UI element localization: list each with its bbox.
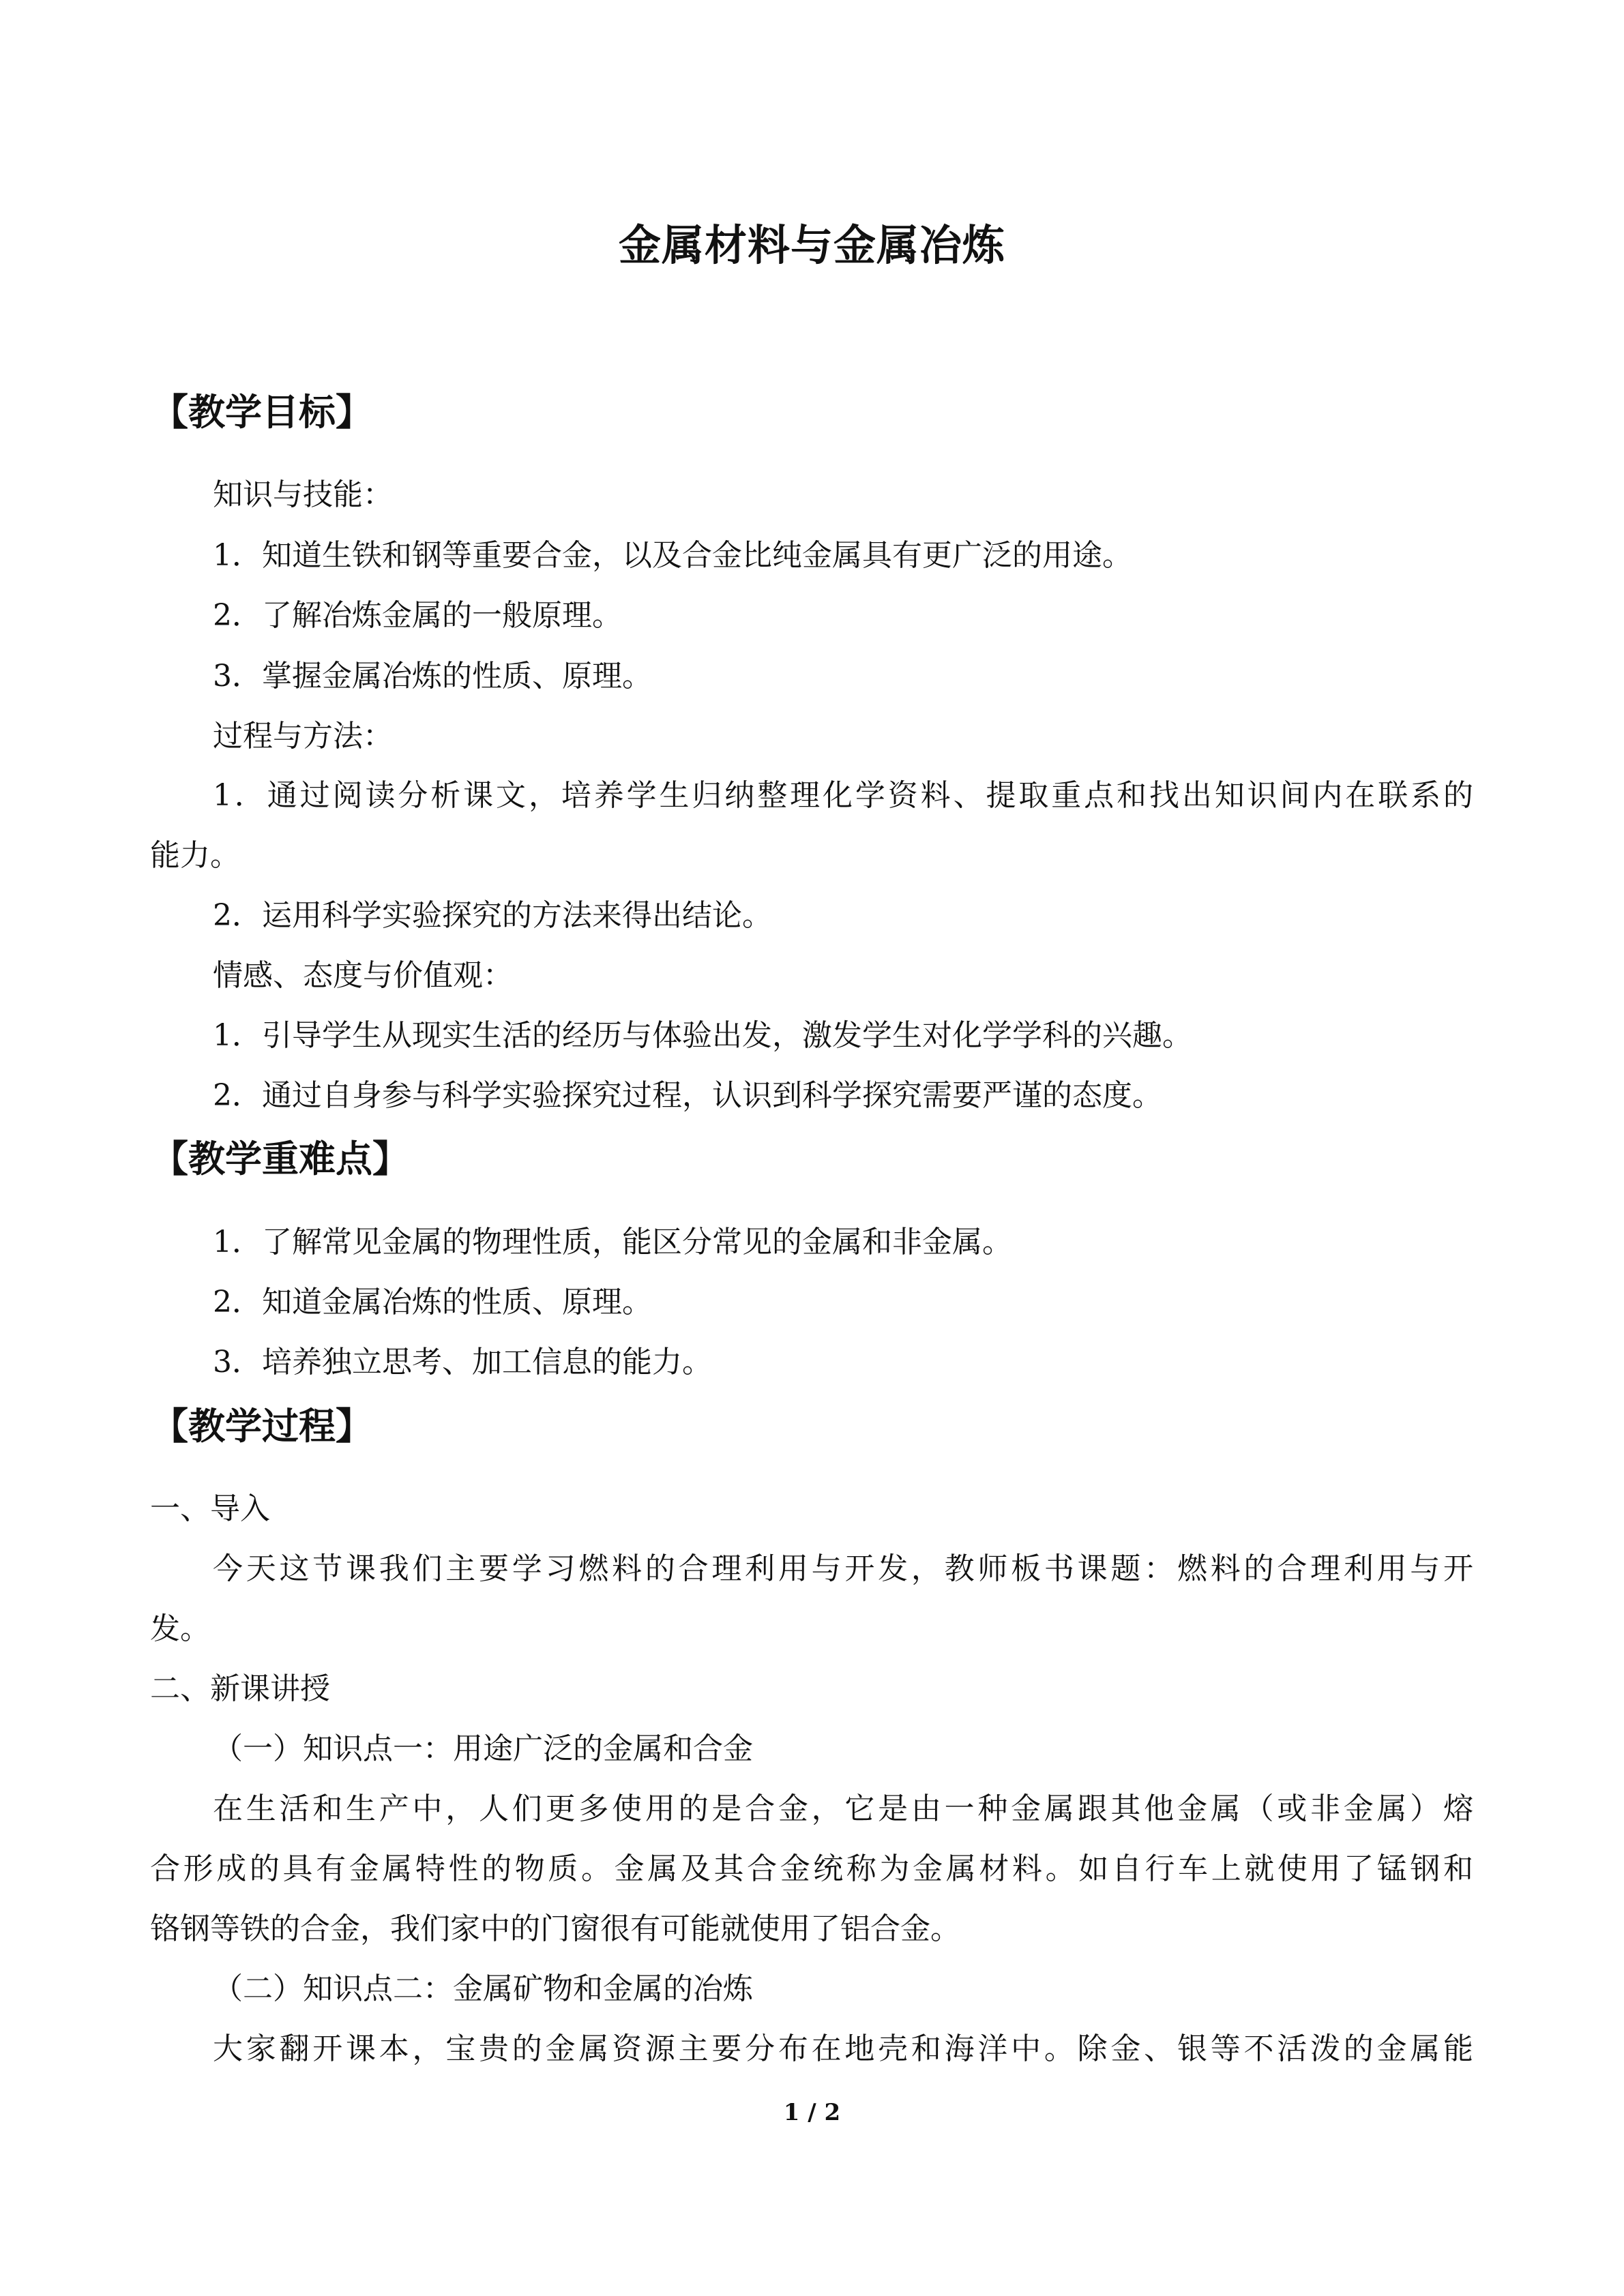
objective-subheading-process: 过程与方法：: [213, 719, 393, 754]
process-paragraph-line: 发。: [150, 1611, 210, 1646]
objective-line: 1．通过阅读分析课文，培养学生归纳整理化学资料、提取重点和找出知识间内在联系的: [213, 778, 1473, 813]
objective-line: 1．引导学生从现实生活的经历与体验出发，激发学生对化学学科的兴趣。: [213, 1018, 1192, 1053]
section-heading-key-points: 【教学重难点】: [151, 1137, 409, 1180]
document-title: 金属材料与金属冶炼: [618, 220, 1005, 270]
process-subheading-intro: 一、导入: [150, 1491, 270, 1526]
process-paragraph-line: 在生活和生产中，人们更多使用的是合金，它是由一种金属跟其他金属（或非金属）熔: [213, 1791, 1473, 1826]
key-point-line: 3．培养独立思考、加工信息的能力。: [213, 1345, 712, 1380]
objective-line: 3．掌握金属冶炼的性质、原理。: [213, 659, 652, 694]
objective-line: 2．了解冶炼金属的一般原理。: [213, 598, 622, 633]
key-point-line: 1．了解常见金属的物理性质，能区分常见的金属和非金属。: [213, 1225, 1012, 1259]
objective-subheading-attitude: 情感、态度与价值观：: [213, 958, 513, 993]
objective-line-continuation: 能力。: [150, 838, 240, 873]
process-knowledge-point-1: （一）知识点一：用途广泛的金属和合金: [213, 1731, 753, 1766]
process-subheading-new-lesson: 二、新课讲授: [150, 1671, 330, 1706]
process-paragraph-line: 铬钢等铁的合金，我们家中的门窗很有可能就使用了铝合金。: [150, 1911, 960, 1946]
section-heading-objectives: 【教学目标】: [151, 391, 372, 434]
objective-line: 1．知道生铁和钢等重要合金，以及合金比纯金属具有更广泛的用途。: [213, 538, 1132, 573]
page-number: 1 / 2: [783, 2099, 841, 2126]
process-paragraph-line: 今天这节课我们主要学习燃料的合理利用与开发，教师板书课题：燃料的合理利用与开: [213, 1551, 1473, 1586]
process-paragraph-line: 合形成的具有金属特性的物质。金属及其合金统称为金属材料。如自行车上就使用了锰钢和: [150, 1851, 1473, 1886]
objective-line: 2．运用科学实验探究的方法来得出结论。: [213, 898, 772, 933]
key-point-line: 2．知道金属冶炼的性质、原理。: [213, 1285, 652, 1320]
objective-subheading-knowledge: 知识与技能：: [213, 477, 393, 512]
section-heading-process: 【教学过程】: [151, 1405, 372, 1448]
objective-line: 2．通过自身参与科学实验探究过程，认识到科学探究需要严谨的态度。: [213, 1078, 1162, 1113]
process-paragraph-line: 大家翻开课本，宝贵的金属资源主要分布在地壳和海洋中。除金、银等不活泼的金属能: [213, 2031, 1473, 2066]
process-knowledge-point-2: （二）知识点二：金属矿物和金属的冶炼: [213, 1971, 753, 2006]
